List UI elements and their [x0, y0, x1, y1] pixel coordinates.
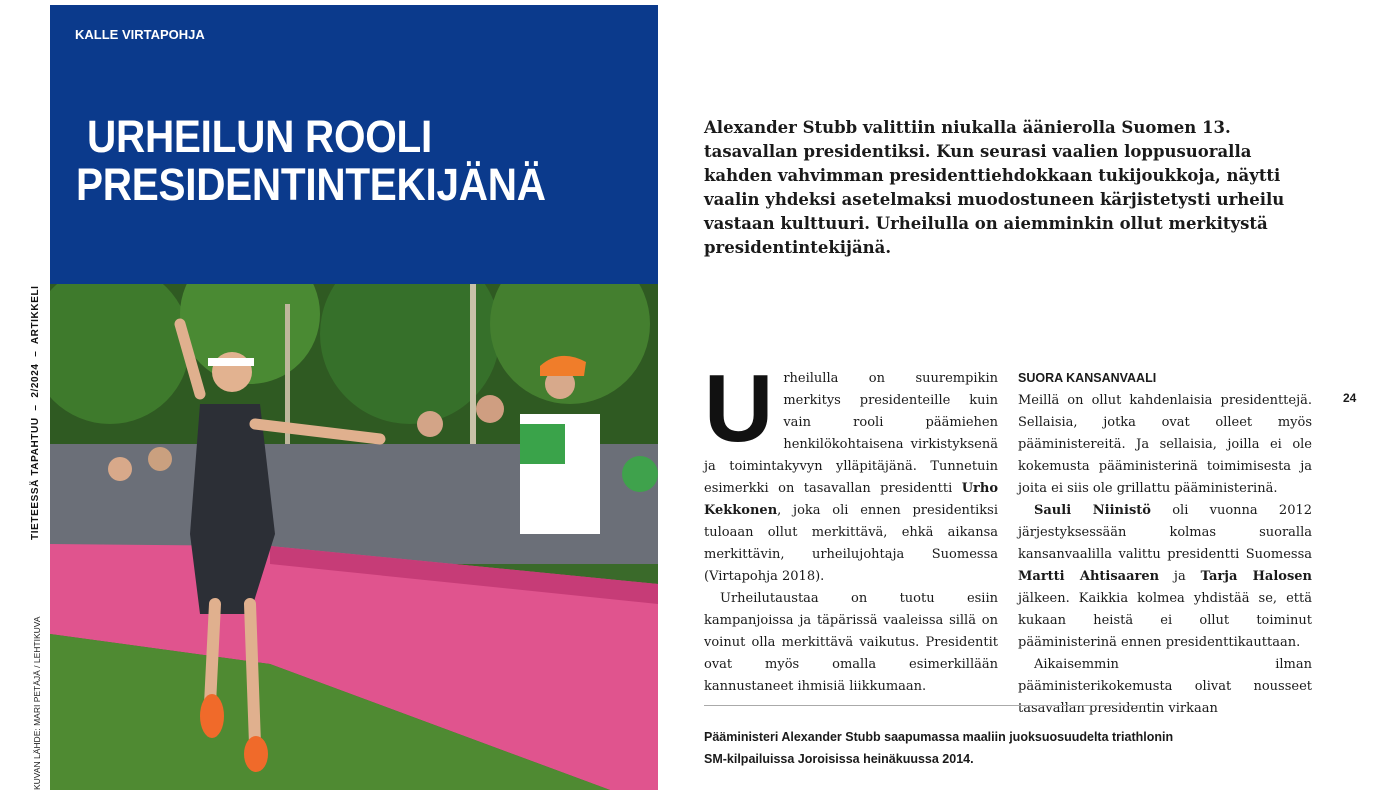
section-label: TIETEESSÄ TAPAHTUU – 2/2024 – ARTIKKELI — [30, 285, 41, 540]
paragraph-1-text-a: rheilulla on suurempikin merkitys presidenteille kuin vain rooli päämiehen henkilökohtaisena virkistyksenä ja toimintakyvyn ylläpitäjänä. Tunnetuin esimerkki on tasavallan presidentti — [704, 371, 998, 496]
person-name-kekkonen: Urho Kekkonen — [704, 481, 998, 518]
paragraph-3: Meillä on ollut kahdenlaisia presidenttejä. Sellaisia, jotka ovat olleet myös pääministereitä. Ja sellaisia, joilla ei ole kokemusta pääministerinä toimimisesta ja joita ei siis ole grillattu pääministerinä. — [1018, 393, 1312, 496]
person-name-niinisto: Sauli Niinistö — [1034, 503, 1151, 518]
paragraph-4 — [1018, 500, 1312, 654]
caption-divider — [704, 705, 1147, 706]
paragraph-4-text-c: jälkeen. Kaikkia kolmea yhdistää se, että kukaan heistä ei ollut toiminut pääministerinä ennen presidenttikauttaan. — [1018, 591, 1312, 650]
paragraph-2: Urheilutaustaa on tuotu esiin kampanjoissa ja täpärissä vaaleissa sillä on voinut olla merkittävä vaikutus. Presidentit ovat myös omalla esimerkillään kannustaneet ihmisiä liikkumaan. — [704, 591, 998, 694]
person-name-halonen: Tarja Halosen — [1200, 569, 1312, 584]
lead-paragraph: Alexander Stubb valittiin niukalla äänierolla Suomen 13. tasavallan presidentiksi. Kun seurasi vaalien loppusuoralla kahden vahvimman presidenttiehdokkaan tukijoukkoja, näytti vaalin yhdeksi asetelmaksi muodostuneen kärjistetysti urheilu vastaan kulttuuri. Urheilulla on aiemminkin ollut merkitystä presidentintekijänä. — [704, 118, 1285, 257]
photo-caption: Pääministeri Alexander Stubb saapumassa maaliin juoksuosuudelta triathlonin SM-kilpailuissa Joroisissa heinäkuussa 2014. — [704, 730, 1174, 766]
title-band — [50, 5, 658, 284]
paragraph-5: Aikaisemmin ilman pääministerikokemusta olivat nousseet tasavallan presidentin virkaan — [1018, 657, 1312, 716]
photo-credit: KUVAN LÄHDE: MARI PETÄJÄ / LEHTIKUVA — [32, 616, 42, 790]
dropcap-letter: U — [704, 355, 774, 462]
paragraph-1 — [704, 355, 998, 588]
section-subheading: SUORA KANSANVAALI — [1018, 371, 1157, 385]
race-photo — [50, 284, 658, 790]
title-line-2: PRESIDENTINTEKIJÄNÄ — [76, 159, 546, 210]
race-photo-illustration — [50, 284, 658, 790]
author-name: KALLE VIRTAPOHJA — [75, 27, 205, 42]
paragraph-4-text-b: ja — [1159, 569, 1201, 584]
body-column-1 — [704, 355, 998, 698]
body-column-2 — [1018, 368, 1312, 720]
page-number: 24 — [1343, 391, 1357, 405]
paragraph-1-text-b: , joka oli ennen presidentiksi tuloaan ollut merkittävä, ehkä aikansa merkittävin, urheilujohtaja Suomessa (Virtapohja 2018). — [704, 503, 998, 584]
person-name-ahtisaari: Martti Ahtisaaren — [1018, 569, 1160, 584]
title-line-1: URHEILUN ROOLI — [76, 111, 432, 162]
article-title — [76, 113, 546, 209]
paragraph-4-text-a: oli vuonna 2012 järjestyksessään kolmas suoralla kansanvaalilla valittu presidentti Suomessa — [1018, 503, 1313, 562]
